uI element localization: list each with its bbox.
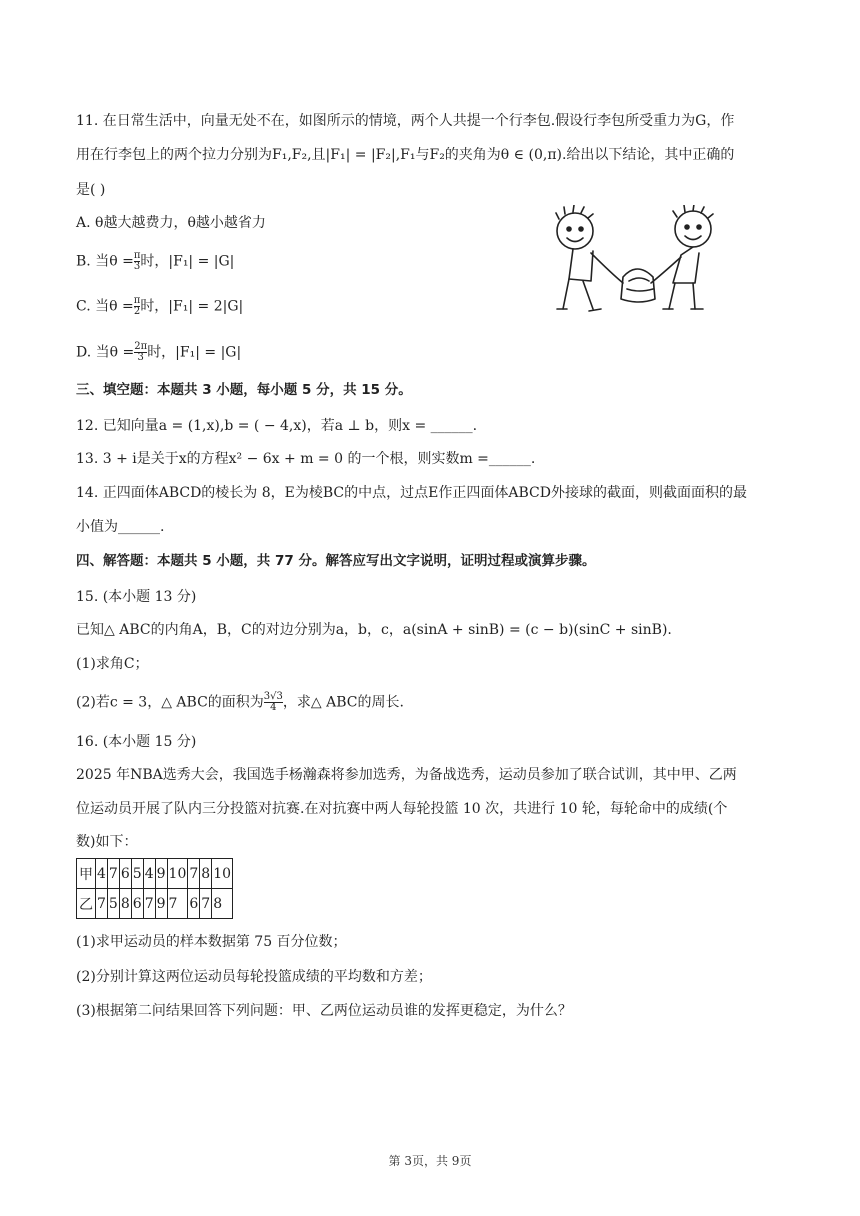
fraction-num: 3√3 [263, 691, 283, 702]
table-cell: 7 [143, 889, 155, 919]
table-cell: 7 [188, 859, 200, 889]
table-cell: 9 [155, 859, 167, 889]
table-cell: 5 [131, 859, 143, 889]
q15-part2 [76, 692, 404, 713]
fraction-num: π [133, 295, 141, 306]
q11-option-b [76, 251, 234, 272]
table-cell: 7 [107, 859, 119, 889]
q15-part2-pre: (2)若c = 3，△ ABC的面积为 [76, 694, 264, 711]
table-cell: 8 [119, 889, 131, 919]
q16-part2: (2)分别计算这两位运动员每轮投篮成绩的平均数和方差； [76, 969, 432, 985]
q11-option-d-post: 时，|F₁| = |G| [147, 344, 242, 361]
q12: 12. 已知向量a = (1,x),b = ( − 4,x)，若a ⊥ b，则x = ______. [76, 418, 478, 434]
q15-stem: 已知△ ABC的内角A，B，C的对边分别为a，b，c，a(sinA + sinB) = (c − b)(sinC + sinB). [76, 622, 672, 638]
table-row [77, 889, 233, 919]
table-cell: 10 [167, 859, 188, 889]
table-cell: 4 [96, 859, 108, 889]
fraction-den: 2 [133, 306, 141, 317]
q16-line1: 2025 年NBA选秀大会，我国选手杨瀚森将参加选秀，为备战选秀，运动员参加了联合试训，其中甲、乙两 [76, 767, 737, 783]
q16-part3: (3)根据第二问结果回答下列问题：甲、乙两位运动员谁的发挥更稳定，为什么？ [76, 1003, 572, 1019]
table-cell: 6 [131, 889, 143, 919]
q15-part2-post: ，求△ ABC的周长. [282, 694, 404, 711]
q15-part1: (1)求角C； [76, 656, 149, 672]
section4-heading: 四、解答题：本题共 5 小题，共 77 分。解答应写出文字说明，证明过程或演算步骤。 [76, 553, 596, 569]
fraction-den: 4 [270, 702, 277, 713]
q11-option-d [76, 342, 241, 363]
fraction-den: 3 [137, 352, 144, 363]
q13: 13. 3 + i是关于x的方程x² − 6x + m = 0 的一个根，则实数m =______. [76, 451, 536, 467]
q11-option-c-post: 时，|F₁| = 2|G| [140, 298, 244, 315]
q11-line3: 是( ) [76, 182, 106, 198]
fraction-num: π [133, 250, 141, 261]
table-cell: 4 [143, 859, 155, 889]
q11-option-c-pre: C. 当θ = [76, 298, 134, 315]
table-row [77, 859, 233, 889]
table-cell: 5 [107, 889, 119, 919]
section3-heading: 三、填空题：本题共 3 小题，每小题 5 分，共 15 分。 [76, 382, 412, 398]
table-cell: 10 [212, 859, 233, 889]
q11-line2: 用在行李包上的两个拉力分别为F₁,F₂,且|F₁| = |F₂|,F₁与F₂的夹角为θ ∈ (0,π).给出以下结论，其中正确的 [76, 147, 735, 163]
q11-option-c [76, 296, 243, 317]
q16-line3: 数)如下： [76, 834, 138, 850]
fraction [134, 342, 147, 363]
scores-table [76, 858, 233, 919]
table-row-name: 甲 [77, 859, 96, 889]
table-cell: 6 [119, 859, 131, 889]
q11-option-d-pre: D. 当θ = [76, 344, 135, 361]
table-cell: 7 [200, 889, 212, 919]
q14-line2: 小值为______. [76, 519, 165, 535]
q16-heading: 16. (本小题 15 分) [76, 734, 197, 750]
table-cell: 7 [167, 889, 188, 919]
q14-line1: 14. 正四面体ABCD的棱长为 8，E为棱BC的中点，过点E作正四面体ABCD外接球的截面，则截面面积的最 [76, 485, 747, 501]
fraction [264, 692, 283, 713]
table-cell: 6 [188, 889, 200, 919]
fraction-den: 3 [133, 261, 141, 272]
q11-line1: 11. 在日常生活中，向量无处不在，如图所示的情境，两个人共提一个行李包.假设行李包所受重力为G，作 [76, 113, 735, 129]
table-cell: 8 [200, 859, 212, 889]
q16-line2: 位运动员开展了队内三分投篮对抗赛.在对抗赛中两人每轮投篮 10 次，共进行 10 轮，每轮命中的成绩(个 [76, 801, 728, 817]
q15-heading: 15. (本小题 13 分) [76, 589, 197, 605]
q11-option-b-pre: B. 当θ = [76, 253, 134, 270]
table-row-name: 乙 [77, 889, 96, 919]
two-people-carrying-bag-figure [545, 205, 725, 323]
table-cell: 8 [212, 889, 233, 919]
fraction-num: 2π [134, 341, 148, 352]
q11-option-a: A. θ越大越费力，θ越小越省力 [76, 215, 266, 231]
q16-part1: (1)求甲运动员的样本数据第 75 百分位数； [76, 934, 347, 950]
page-footer: 第 3页，共 9页 [388, 1154, 472, 1168]
table-cell: 9 [155, 889, 167, 919]
q11-option-b-post: 时，|F₁| = |G| [140, 253, 235, 270]
table-cell: 7 [96, 889, 108, 919]
